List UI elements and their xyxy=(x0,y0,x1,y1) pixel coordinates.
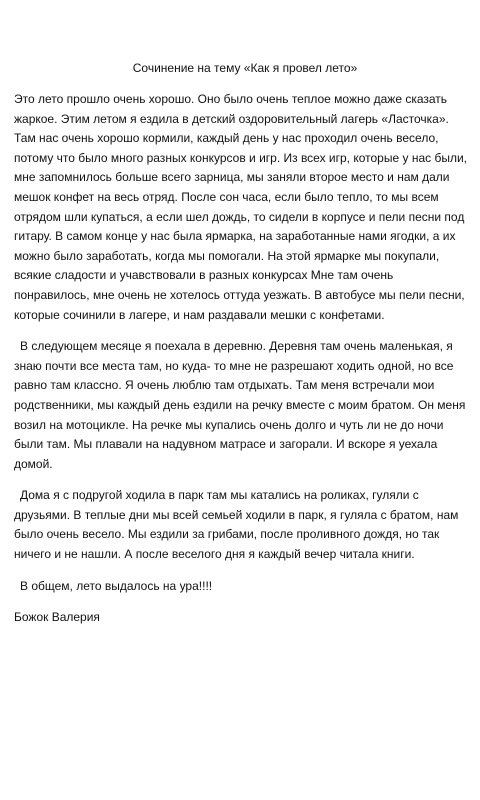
document-title: Сочинение на тему «Как я провел лето» xyxy=(132,61,358,75)
paragraph-camp: Это лето прошло очень хорошо. Оно было очень теплое можно даже сказать жаркое. Этим летом я ездила в детский оздоровительный лагерь «Ласточка». Там нас очень хорошо кормили, каждый день у нас проходил очень весело, потому что было много разных конкурсов и игр. Из всех игр, которые у нас были, мне запомнилось больше всего зарница, мы заняли второе место и нам дали мешок конфет на весь отряд. После сон часа, если было тепло, то мы всем отрядом шли купаться, а если шел дождь, то сидели в корпусе и пели песни под гитару. В самом конце у нас была ярмарка, на заработанные нами ягодки, а их можно было заработать, когда мы помогали. На этой ярмарке мы покупали, всякие сладости и учавствовали в разных конкурсах Мне там очень понравилось, мне очень не хотелось оттуда уезжать. В автобусе мы пели песни, которые сочинили в лагере, и нам раздавали мешки с конфетами. xyxy=(14,92,467,322)
paragraph-conclusion: В общем, лето выдалось на ура!!!! xyxy=(20,578,213,593)
author-signature: Божок Валерия xyxy=(14,610,100,625)
paragraph-home: Дома я с подругой ходила в парк там мы катались на роликах, гуляли с друзьями. В теплые дни мы всей семьей ходили в парк, я гуляла с братом, нам было очень весело. Мы ездили за грибами, после проливного дождя, но так ничего и не нашли. А после веселого дня я каждый вечер читала книги. xyxy=(14,488,459,562)
paragraph-village: В следующем месяце я поехала в деревню. Деревня там очень маленькая, я знаю почти все места там, но куда- то мне не разрешают ходить одной, но все равно там классно. Я очень люблю там отдыхать. Там меня встречали мои родственники, мы каждый день ездили на речку вместе с моим братом. Он меня возил на мотоцикле. На речке мы купались очень долго и чуть ли не до ночи были там. Мы плавали на надувном матрасе и загорали. И вскоре я уехала домой. xyxy=(14,339,466,471)
